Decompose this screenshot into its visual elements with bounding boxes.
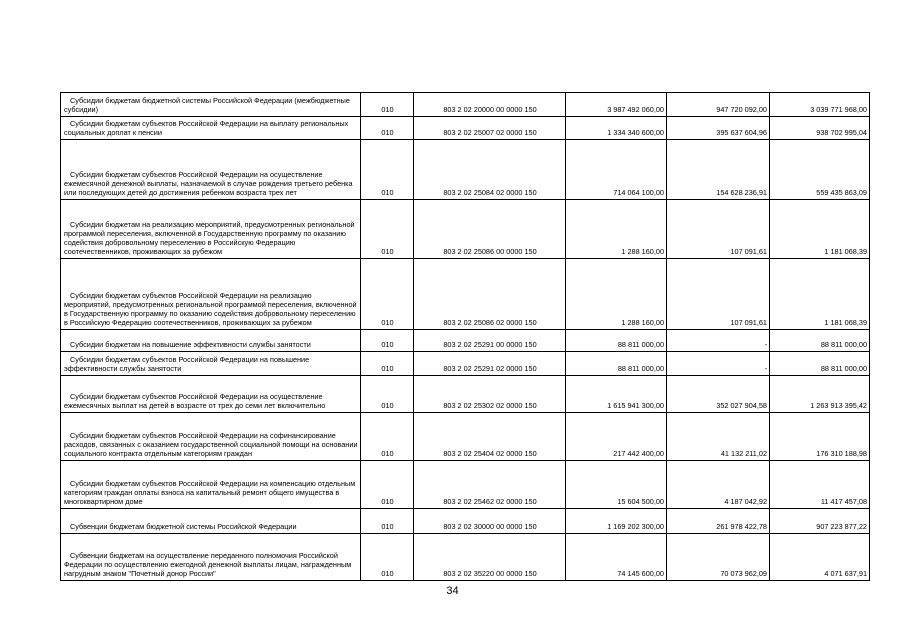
row-executed-cell: 154 628 236,91 [667,140,770,200]
row-name-cell: Субсидии бюджетам субъектов Российской Федерации на повышение эффективности службы занятости [61,352,361,376]
row-kbk-cell: 803 2 02 25086 00 0000 150 [414,200,566,259]
row-executed-cell: 395 637 604,96 [667,117,770,140]
table-row [61,509,870,534]
row-unexecuted-cell: 1 263 913 395,42 [770,376,870,413]
table-row [61,259,870,330]
table-row [61,330,870,352]
row-code-cell: 010 [361,461,414,509]
row-unexecuted-cell: 88 811 000,00 [770,352,870,376]
row-unexecuted-cell: 176 310 188,98 [770,413,870,461]
row-executed-cell: 261 978 422,78 [667,509,770,534]
table-body [61,93,870,581]
row-code-cell: 010 [361,376,414,413]
table-row [61,413,870,461]
row-kbk-cell: 803 2 02 25302 02 0000 150 [414,376,566,413]
table-row [61,93,870,117]
row-name-cell: Субвенции бюджетам бюджетной системы Российской Федерации [61,509,361,534]
row-approved-cell: 1 288 160,00 [566,259,667,330]
row-name-cell: Субсидии бюджетам на повышение эффективности службы занятости [61,330,361,352]
row-code-cell: 010 [361,413,414,461]
table-row [61,140,870,200]
table-row [61,376,870,413]
row-code-cell: 010 [361,259,414,330]
row-executed-cell: - [667,352,770,376]
row-executed-cell: 352 027 904,58 [667,376,770,413]
row-name-cell: Субсидии бюджетам субъектов Российской Федерации на компенсацию отдельным категориям граждан оплаты взноса на капитальный ремонт общего имущества в многоквартирном доме [61,461,361,509]
row-name-cell: Субсидии бюджетам субъектов Российской Федерации на выплату региональных социальных доплат к пенсии [61,117,361,140]
row-name-cell: Субсидии бюджетам субъектов Российской Федерации на осуществление ежемесячных выплат на детей в возрасте от трех до семи лет включительно [61,376,361,413]
budget-execution-table [60,92,870,581]
row-executed-cell: 107 091,61 [667,200,770,259]
row-executed-cell: 41 132 211,02 [667,413,770,461]
row-approved-cell: 1 615 941 300,00 [566,376,667,413]
row-code-cell: 010 [361,140,414,200]
row-code-cell: 010 [361,117,414,140]
row-code-cell: 010 [361,200,414,259]
row-executed-cell: 947 720 092,00 [667,93,770,117]
row-approved-cell: 714 064 100,00 [566,140,667,200]
row-kbk-cell: 803 2 02 35220 00 0000 150 [414,534,566,581]
row-approved-cell: 15 604 500,00 [566,461,667,509]
row-unexecuted-cell: 11 417 457,08 [770,461,870,509]
row-executed-cell: - [667,330,770,352]
row-kbk-cell: 803 2 02 25007 02 0000 150 [414,117,566,140]
table-row [61,200,870,259]
row-approved-cell: 3 987 492 060,00 [566,93,667,117]
row-code-cell: 010 [361,330,414,352]
row-executed-cell: 107 091,61 [667,259,770,330]
row-kbk-cell: 803 2 02 25084 02 0000 150 [414,140,566,200]
row-code-cell: 010 [361,534,414,581]
row-unexecuted-cell: 1 181 068,39 [770,200,870,259]
row-unexecuted-cell: 938 702 995,04 [770,117,870,140]
row-kbk-cell: 803 2 02 30000 00 0000 150 [414,509,566,534]
row-unexecuted-cell: 88 811 000,00 [770,330,870,352]
row-approved-cell: 1 334 340 600,00 [566,117,667,140]
row-approved-cell: 1 169 202 300,00 [566,509,667,534]
row-name-cell: Субвенции бюджетам на осуществление переданного полномочия Российской Федерации по осуществлению ежегодной денежной выплаты лицам, награжденным нагрудным знаком "Почетный донор России" [61,534,361,581]
row-unexecuted-cell: 4 071 637,91 [770,534,870,581]
row-kbk-cell: 803 2 02 25462 02 0000 150 [414,461,566,509]
row-approved-cell: 74 145 600,00 [566,534,667,581]
row-approved-cell: 88 811 000,00 [566,330,667,352]
row-name-cell: Субсидии бюджетам субъектов Российской Федерации на осуществление ежемесячной денежной выплаты, назначаемой в случае рождения третьего ребенка или последующих детей до достижения ребенком возраста трех лет [61,140,361,200]
row-approved-cell: 88 811 000,00 [566,352,667,376]
row-unexecuted-cell: 559 435 863,09 [770,140,870,200]
row-name-cell: Субсидии бюджетам субъектов Российской Федерации на реализацию мероприятий, предусмотренных региональной программой переселения, включенной в Государственную программу по оказанию содействия добровольному переселению в Российскую Федерацию соотечественников, проживающих за рубежом [61,259,361,330]
row-executed-cell: 70 073 962,09 [667,534,770,581]
row-name-cell: Субсидии бюджетам бюджетной системы Российской Федерации (межбюджетные субсидии) [61,93,361,117]
row-name-cell: Субсидии бюджетам субъектов Российской Федерации на софинансирование расходов, связанных с оказанием государственной социальной помощи на основании социального контракта отдельным категориям граждан [61,413,361,461]
table-row [61,534,870,581]
row-kbk-cell: 803 2 02 20000 00 0000 150 [414,93,566,117]
row-code-cell: 010 [361,509,414,534]
row-code-cell: 010 [361,93,414,117]
page-number: 34 [446,585,459,597]
table-row [61,117,870,140]
row-kbk-cell: 803 2 02 25086 02 0000 150 [414,259,566,330]
row-kbk-cell: 803 2 02 25291 02 0000 150 [414,352,566,376]
row-code-cell: 010 [361,352,414,376]
row-approved-cell: 1 288 160,00 [566,200,667,259]
row-kbk-cell: 803 2 02 25404 02 0000 150 [414,413,566,461]
row-unexecuted-cell: 907 223 877,22 [770,509,870,534]
row-name-cell: Субсидии бюджетам на реализацию мероприятий, предусмотренных региональной программой переселения, включенной в Государственную программу по оказанию содействия добровольному переселению в Российскую Федерацию соотечественников, проживающих за рубежом [61,200,361,259]
row-unexecuted-cell: 1 181 068,39 [770,259,870,330]
row-approved-cell: 217 442 400,00 [566,413,667,461]
row-unexecuted-cell: 3 039 771 968,00 [770,93,870,117]
table-row [61,352,870,376]
table-row [61,461,870,509]
row-executed-cell: 4 187 042,92 [667,461,770,509]
row-kbk-cell: 803 2 02 25291 00 0000 150 [414,330,566,352]
